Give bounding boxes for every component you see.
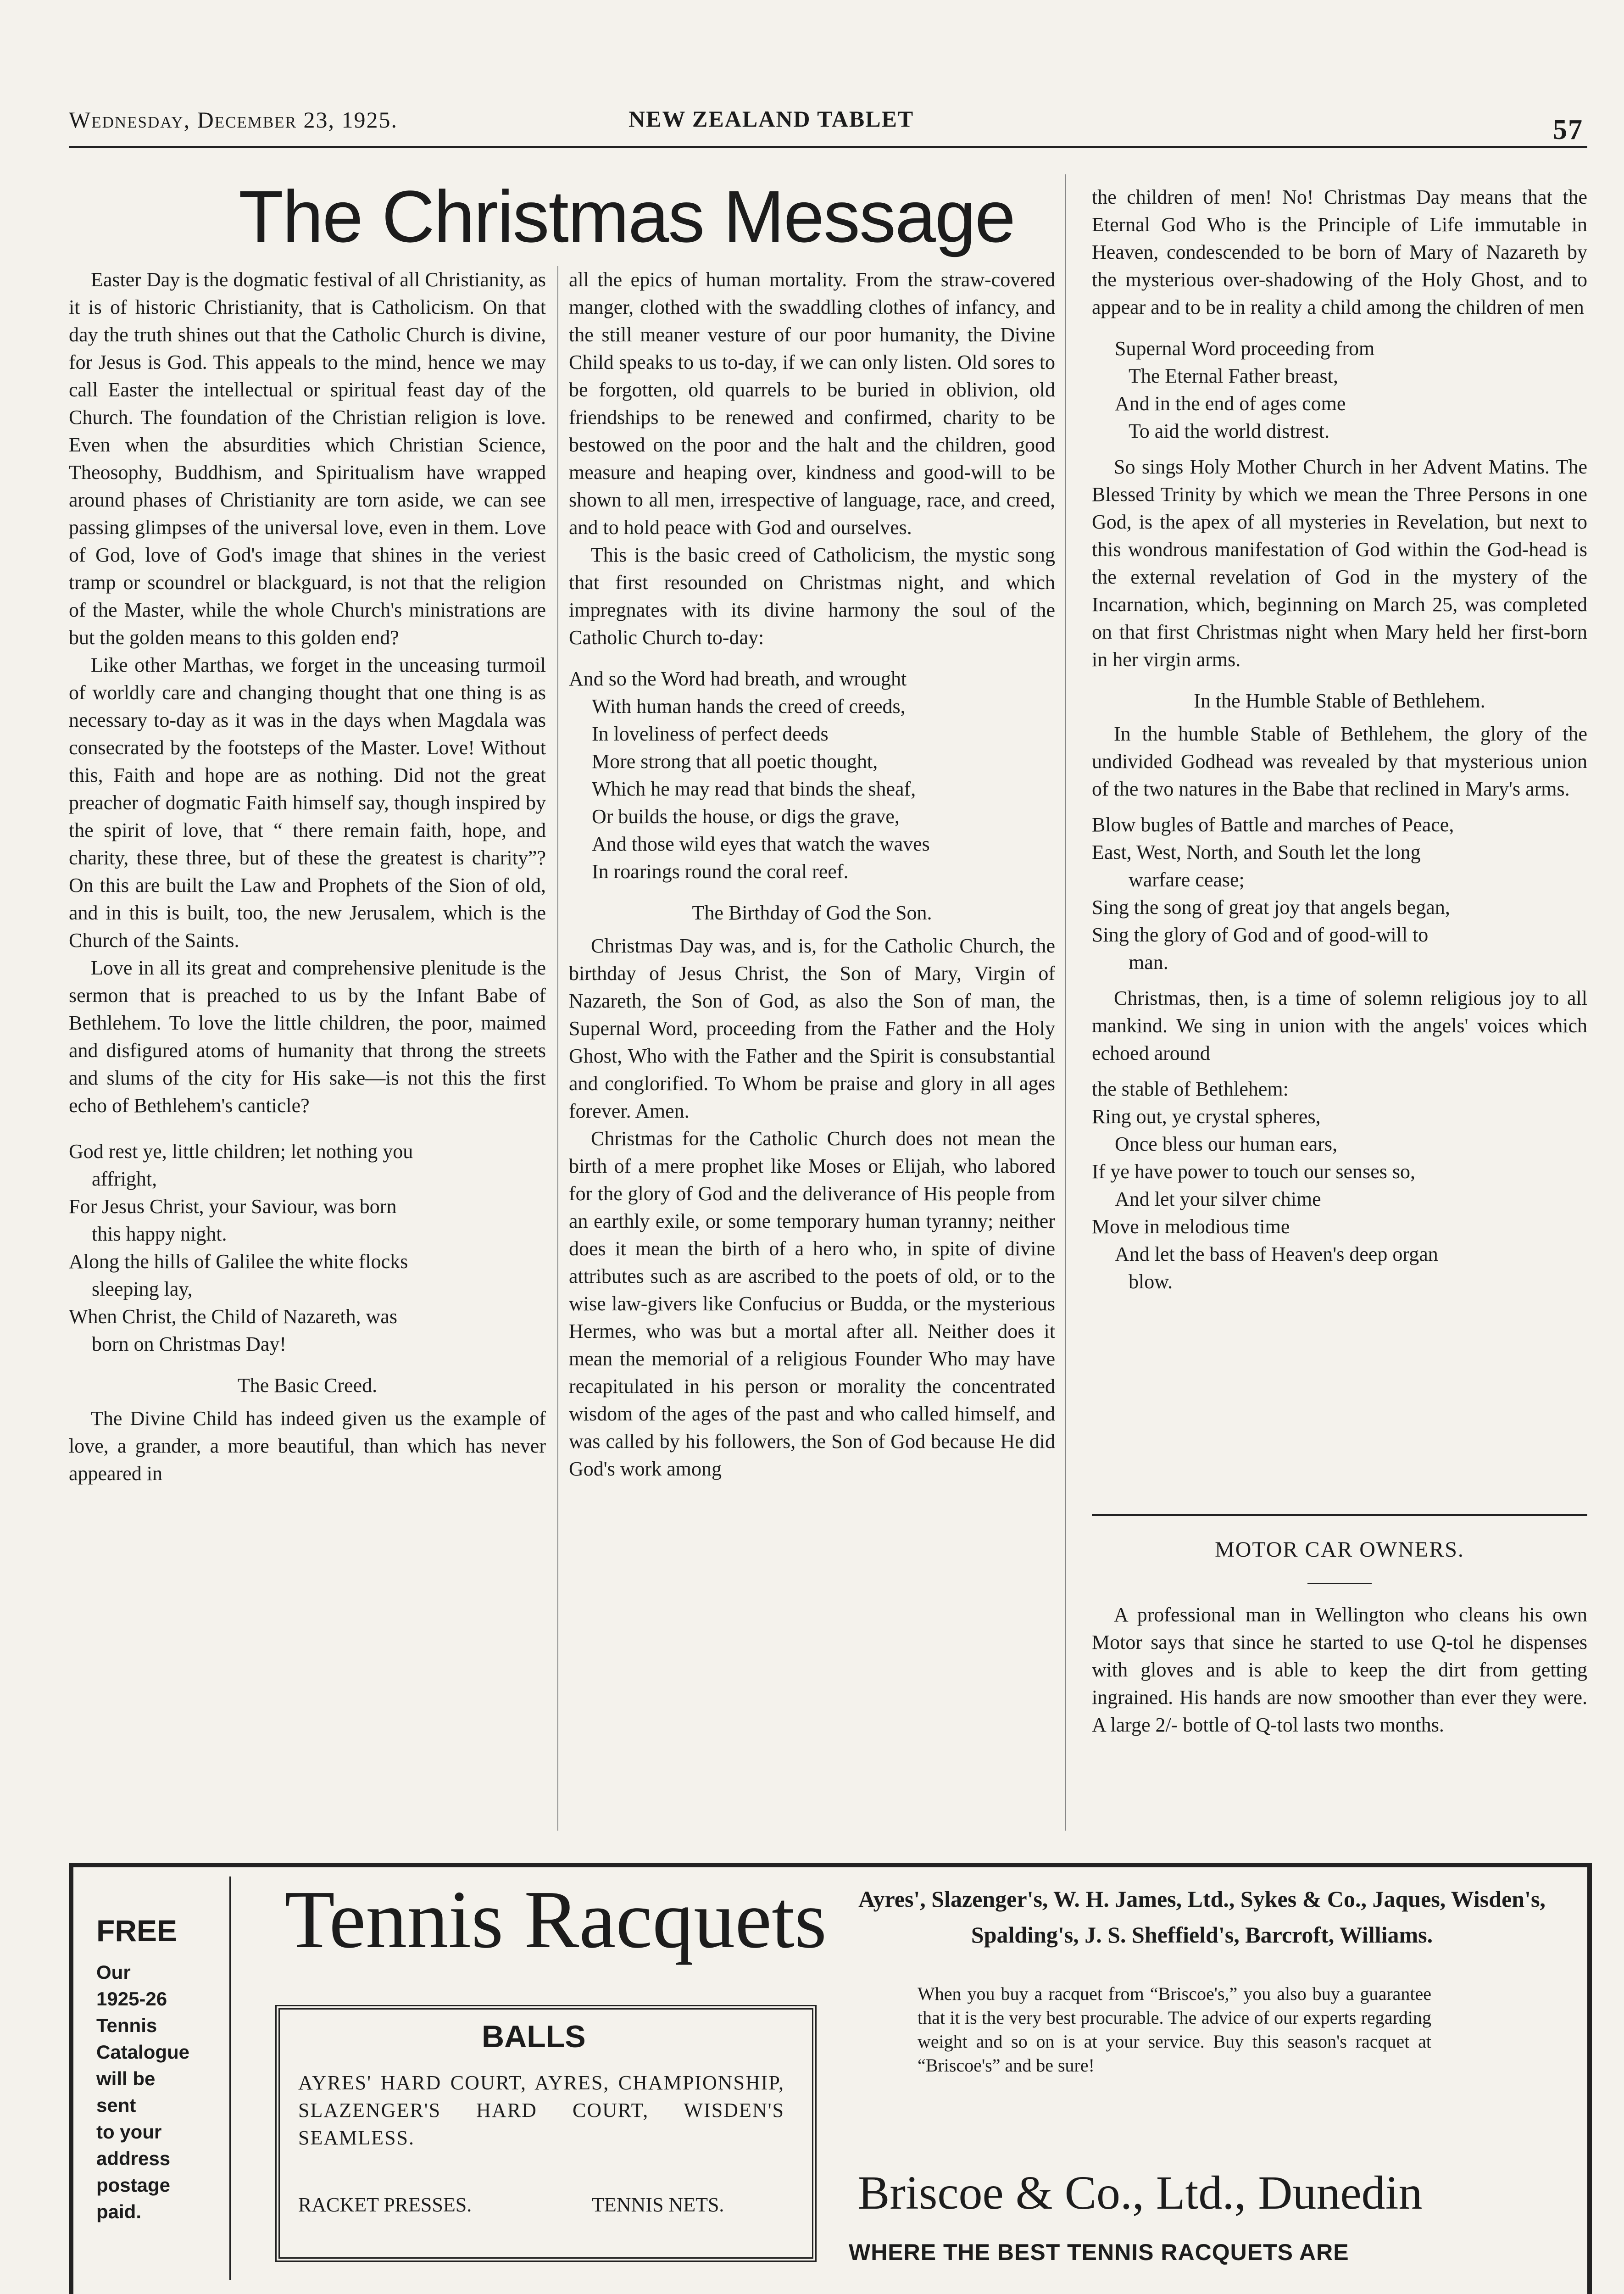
catalogue-line: will be: [96, 2068, 156, 2089]
hymn-verse: [1092, 335, 1587, 445]
tennis-nets: TENNIS NETS.: [592, 2194, 724, 2216]
verse-line: And those wild eyes that watch the waves: [592, 833, 930, 855]
subheading: The Birthday of God the Son.: [692, 902, 932, 924]
motor-text: A professional man in Wellington who cleans his own Motor says that since he started to use Q-tol he dispenses with gloves and is able to keep the dirt from getting ingrained. His hands are now smoother than ever they were. A large 2/- bottle of Q-tol lasts two months.: [1092, 1604, 1587, 1736]
verse-line: the stable of Bethlehem:: [1092, 1078, 1289, 1100]
verse-line: God rest ye, little children; let nothing you: [69, 1140, 413, 1163]
firm-tagline: WHERE THE BEST TENNIS RACQUETS ARE: [849, 2239, 1349, 2265]
catalogue-line: address: [96, 2148, 171, 2169]
subheading: In the Humble Stable of Bethlehem.: [1194, 690, 1485, 712]
verse-line: born on Christmas Day!: [92, 1333, 287, 1355]
column-1: [69, 266, 546, 1835]
catalogue-line: to your: [96, 2121, 162, 2143]
catalogue-offer: [96, 1959, 189, 2225]
verse-line: The Eternal Father breast,: [1129, 365, 1338, 387]
free-label: FREE: [96, 1914, 178, 1948]
verse-line: affright,: [92, 1168, 157, 1190]
verse-line: In loveliness of perfect deeds: [592, 723, 829, 745]
racket-presses: RACKET PRESSES.: [298, 2194, 472, 2216]
paragraph: Christmas, then, is a time of solemn religious joy to all mankind. We sing in union with the angels' voices which echoed around: [1092, 987, 1587, 1064]
article-title: The Christmas Message: [239, 175, 1015, 257]
hymn-verse: [1092, 811, 1587, 976]
verse-line: Along the hills of Galilee the white flocks: [69, 1250, 408, 1273]
paragraph: Easter Day is the dogmatic festival of all Christianity, as it is of historic Christianity, that is Catholicism. On that day the truth shines out that the Catholic Church is divine, for Jesus is God. This appeals to the mind, hence we may call Easter the intellectual or spiritual feast day of the Church. The foundation of the Christian religion is love. Even when the absurdities which Christian Science, Theosophy, Buddhism, and Spiritualism have wrapped around phases of Christianity are torn aside, we can see passing glimpses of the universal love, even in them. Love of God, love of God's image that shines in the veriest tramp or scoundrel or blackguard, is not that the religion of the Master, while the whole Church's ministrations are but the golden means to this golden end?: [69, 268, 546, 649]
catalogue-line: postage: [96, 2174, 171, 2196]
verse-line: Sing the glory of God and of good-will to: [1092, 924, 1429, 946]
catalogue-line: sent: [96, 2094, 136, 2116]
paragraph: all the epics of human mortality. From the straw-covered manger, clothed with the swaddling clothes of infancy, and the still meaner vesture of our poor humanity, the Divine Child speaks to us to-day, if we can only listen. Old sores to be forgotten, old quarrels to be buried in oblivion, old friendships to be renewed and confirmed, charity to be bestowed on the poor and the halt and the children, good measure and heaping over, kindness and good-will to be shown to all men, irrespective of language, race, and creed, and to hold peace with God and ourselves.: [569, 268, 1055, 539]
paragraph: So sings Holy Mother Church in her Advent Matins. The Blessed Trinity by which we mean the Three Persons in one God, is the apex of all mysteries in Revelation, but next to this wondrous manifestation of God within the God-head is the external revelation of God in the mystery of the Incarnation, which, beginning on March 25, was completed on that first Christmas night when Mary held her first-born in her virgin arms.: [1092, 456, 1587, 671]
verse-line: If ye have power to touch our senses so,: [1092, 1160, 1416, 1183]
catalogue-line: Our: [96, 1961, 131, 1983]
verse-line: Supernal Word proceeding from: [1115, 337, 1375, 360]
verse-line: For Jesus Christ, your Saviour, was born: [69, 1195, 397, 1218]
catalogue-line: Catalogue: [96, 2041, 190, 2063]
balls-title: BALLS: [482, 2019, 586, 2054]
verse-line: And let your silver chime: [1115, 1188, 1321, 1210]
brand-list: Ayres', Slazenger's, W. H. James, Ltd., Sykes & Co., Jaques, Wisden's, Spalding's, J. S. Sheffield's, Barcroft, Williams.: [858, 1886, 1546, 1948]
verse-line: Blow bugles of Battle and marches of Peace,: [1092, 813, 1454, 836]
hymn-verse: [69, 1138, 546, 1358]
paragraph: Love in all its great and comprehensive plenitude is the sermon that is preached to us by the Infant Babe of Bethlehem. To love the little children, the poor, maimed and disfigured atoms of humanity that throng the streets and slums of the city for His sake—is not this the first echo of Bethlehem's canticle?: [69, 957, 546, 1117]
publication-name: NEW ZEALAND TABLET: [628, 106, 914, 132]
column-divider: [1065, 174, 1066, 1831]
verse-line: When Christ, the Child of Nazareth, was: [69, 1305, 398, 1328]
verse-line: East, West, North, and South let the long: [1092, 841, 1421, 863]
hymn-verse: [1092, 1075, 1587, 1296]
verse-line: In roarings round the coral reef.: [592, 860, 849, 883]
catalogue-line: Tennis: [96, 2015, 157, 2036]
verse-line: blow.: [1129, 1270, 1173, 1293]
paragraph: In the humble Stable of Bethlehem, the glory of the undivided Godhead was revealed by that mysterious union of the two natures in the Babe that reclined in Mary's arms.: [1092, 723, 1587, 800]
page-number: 57: [1553, 114, 1583, 145]
verse-line: Or builds the house, or digs the grave,: [592, 805, 900, 828]
verse-line: Ring out, ye crystal spheres,: [1092, 1105, 1321, 1128]
verse-line: Sing the song of great joy that angels began,: [1092, 896, 1450, 919]
paragraph: the children of men! No! Christmas Day means that the Eternal God Who is the Principle of Life immutable in Heaven, condescended to be born of Mary of Nazareth by the mysterious over-shadowing of the Holy Ghost, and to appear and to be in reality a child among the children of men: [1092, 186, 1587, 318]
paragraph: Like other Marthas, we forget in the unceasing turmoil of worldly care and changing thought that one thing is as necessary to-day as it was in the days when Magdala was consecrated by the footsteps of the Master. Love! Without this, Faith and hope are as nothing. Did not the great preacher of dogmatic Faith himself say, though inspired by the spirit of love, that “ there remain faith, hope, and charity, these three, but of these the greatest is charity”? On this are built the Law and Prophets of the Sion of old, and in this is built, too, the new Jerusalem, which is the Church of the Saints.: [69, 654, 546, 952]
verse-line: More strong that all poetic thought,: [592, 750, 878, 773]
section-rule: [1092, 1514, 1587, 1516]
column-divider: [557, 266, 558, 1831]
verse-line: And so the Word had breath, and wrought: [569, 668, 907, 690]
catalogue-line: 1925-26: [96, 1988, 167, 2010]
verse-line: And in the end of ages come: [1115, 392, 1346, 415]
ad-pitch: When you buy a racquet from “Briscoe's,” you also buy a guarantee that it is the very best procurable. The advice of our experts regarding weight and so on is at your service. Buy this season's racquet at “Briscoe's” and be sure!: [918, 1983, 1431, 2076]
column-2: [569, 266, 1055, 1835]
column-3: [1092, 184, 1587, 1459]
verse-line: Once bless our human ears,: [1115, 1133, 1338, 1155]
motor-title: MOTOR CAR OWNERS.: [1215, 1537, 1464, 1562]
firm-name: Briscoe & Co., Ltd., Dunedin: [858, 2166, 1423, 2219]
section-rule: [1307, 1583, 1372, 1584]
verse-line: sleeping lay,: [92, 1278, 193, 1300]
verse-line: And let the bass of Heaven's deep organ: [1115, 1243, 1438, 1265]
header-rule: [69, 146, 1587, 148]
verse-line: man.: [1129, 951, 1168, 974]
hymn-verse: [569, 665, 1055, 885]
verse-line: this happy night.: [92, 1223, 227, 1245]
balls-text: AYRES' HARD COURT, AYRES, CHAMPIONSHIP, SLAZENGER'S HARD COURT, WISDEN'S SEAMLESS.: [298, 2071, 784, 2149]
verse-line: warfare cease;: [1129, 869, 1245, 891]
tennis-headline: Tennis Racquets: [284, 1874, 827, 1965]
subheading: The Basic Creed.: [237, 1374, 378, 1397]
paragraph: This is the basic creed of Catholicism, the mystic song that first resounded on Christmas night, and which impregnates with its divine harmony the soul of the Catholic Church to-day:: [569, 544, 1055, 649]
verse-line: Which he may read that binds the sheaf,: [592, 778, 916, 800]
paragraph: Christmas for the Catholic Church does not mean the birth of a mere prophet like Moses or Elijah, who labored for the glory of God and the deliverance of His people from an earthly exile, or some temporary human tyranny; neither does it mean the birth of a hero who, in spite of divine attributes such as are ascribed to the poets of old, or to the wise law-givers like Confucius or Budda, or the mysterious Hermes, who was but a mortal after all. Neither does it mean the memorial of a religious Founder Who may have recapitulated in his person or morality the concentrated wisdom of the ages of the past and who called himself, and was called by his followers, the Son of God because He did God's work among: [569, 1127, 1055, 1480]
paragraph: The Divine Child has indeed given us the example of love, a grander, a more beautiful, than which has never appeared in: [69, 1407, 546, 1485]
paragraph: Christmas Day was, and is, for the Catholic Church, the birthday of Jesus Christ, the Son of Mary, Virgin of Nazareth, the Son of God, as also the Son of man, the Supernal Word, proceeding from the Father and the Holy Ghost, Who with the Father and the Spirit is consubstantial and conglorified. To Whom be praise and glory in all ages forever. Amen.: [569, 935, 1055, 1122]
catalogue-line: paid.: [96, 2201, 142, 2222]
verse-line: With human hands the creed of creeds,: [592, 695, 906, 718]
verse-line: Move in melodious time: [1092, 1215, 1290, 1238]
verse-line: To aid the world distrest.: [1129, 420, 1330, 442]
issue-date: Wednesday, December 23, 1925.: [69, 107, 398, 133]
